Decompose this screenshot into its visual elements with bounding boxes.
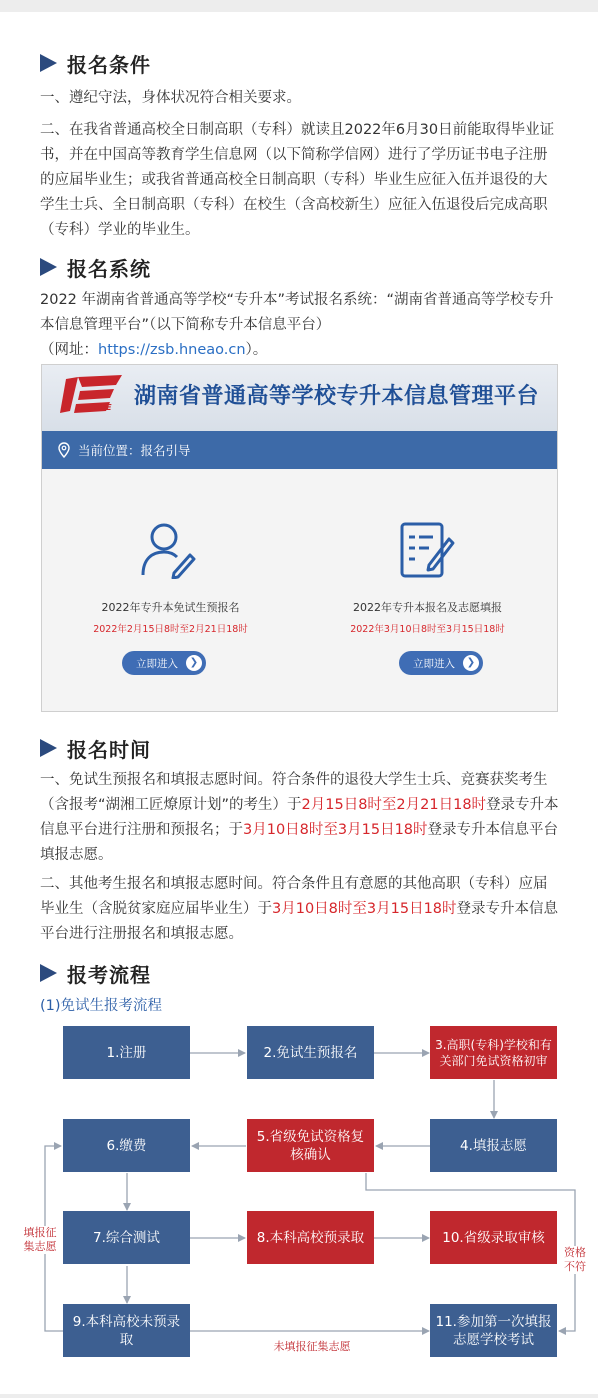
user-edit-icon <box>140 519 196 579</box>
card-exempt-prereg <box>42 469 299 711</box>
hee-logo-icon <box>56 371 128 423</box>
triangle-bullet-icon <box>40 54 57 72</box>
flow-step-fill-choices: 4.填报志愿 <box>430 1119 557 1172</box>
triangle-bullet-icon <box>40 258 57 276</box>
flow-step-initial-review: 3.高职(专科)学校和有关部门免试资格初审 <box>430 1026 557 1079</box>
form-edit-icon <box>399 519 455 579</box>
card-apply-and-choice <box>299 469 556 711</box>
flow-label-fill-collect: 填报征集志愿 <box>23 1226 57 1253</box>
url-prefix: （网址： <box>40 342 98 358</box>
section-heading-conditions <box>40 49 151 77</box>
breadcrumb <box>42 431 557 469</box>
system-text: 2022 年湖南省普通高等学校“专升本”考试报名系统：“湖南省普通高等学校专升本信息管理平台”（以下简称专升本信息平台） <box>40 292 554 333</box>
platform-banner <box>42 365 557 431</box>
location-pin-icon <box>58 442 70 458</box>
time-highlight: 3月10日8时至3月15日18时 <box>243 822 428 838</box>
time-text: 登录专升本信息平台进行注册和预报名；于 <box>40 797 559 838</box>
time-text: 二、其他考生报名和填报志愿时间。符合条件且有意愿的其他高职（专科）应届毕业生（含脱贫家庭应届毕业生）于 <box>40 876 548 917</box>
flow-label-not-qualified: 资格不符 <box>561 1246 589 1274</box>
section-title: 报名系统 <box>67 256 151 281</box>
flow-step-admission-review: 10.省级录取审核 <box>430 1211 557 1264</box>
triangle-bullet-icon <box>40 964 57 982</box>
enter-button-label: 立即进入 <box>413 657 455 670</box>
breadcrumb-text: 当前位置：报名引导 <box>78 443 191 458</box>
url-suffix: ）。 <box>245 342 268 358</box>
card-time: 2022年3月10日8时至3月15日18时 <box>350 624 505 635</box>
enter-button-label: 立即进入 <box>136 657 178 670</box>
system-url-link[interactable]: https://zsb.hneao.cn <box>98 342 246 358</box>
enter-button[interactable] <box>122 651 206 675</box>
flow-step-provincial-recheck: 5.省级免试资格复核确认 <box>247 1119 374 1172</box>
section-title: 报名时间 <box>67 737 151 762</box>
section-title: 报名条件 <box>67 52 151 77</box>
time-highlight: 3月10日8时至3月15日18时 <box>272 901 457 917</box>
bottom-divider <box>0 1394 598 1398</box>
platform-screenshot <box>41 364 558 712</box>
flow-step-pre-admission: 8.本科高校预录取 <box>247 1211 374 1264</box>
process-subtitle: (1)免试生报考流程 <box>40 998 163 1014</box>
section-heading-process <box>40 959 151 987</box>
section-heading-system <box>40 253 151 281</box>
conditions-para-1: 一、遵纪守法，身体状况符合相关要求。 <box>40 90 301 106</box>
flow-step-exempt-prereg: 2.免试生预报名 <box>247 1026 374 1079</box>
platform-title: 湖南省普通高等学校专升本信息管理平台 <box>134 384 540 409</box>
card-title: 2022年专升本免试生预报名 <box>101 601 240 614</box>
enter-button[interactable] <box>399 651 483 675</box>
arrow-right-icon: ❯ <box>463 655 479 671</box>
top-divider <box>0 0 598 12</box>
section-title: 报考流程 <box>67 962 151 987</box>
flow-step-not-pre-admitted: 9.本科高校未预录取 <box>63 1304 190 1357</box>
logo-text: HEE <box>94 403 112 412</box>
flow-step-register: 1.注册 <box>63 1026 190 1079</box>
arrow-right-icon: ❯ <box>186 655 202 671</box>
section-heading-time <box>40 734 151 762</box>
conditions-para-2: 二、在我省普通高校全日制高职（专科）就读且2022年6月30日前能取得毕业证书，并在中国高等教育学生信息网（以下简称学信网）进行了学历证书电子注册的应届毕业生；或我省普通高校全日制高职（专科）毕业生应征入伍并退役的大学生士兵、全日制高职（专科）在校生（含高校新生）应征入伍退役后完成高职（专科）学业的毕业生。 <box>40 122 555 238</box>
time-text: 登录专升本信息平台进行注册报名和填报志愿。 <box>40 901 559 942</box>
time-text: 登录专升本信息平台填报志愿。 <box>40 822 559 863</box>
card-time: 2022年2月15日8时至2月21日18时 <box>93 624 248 635</box>
time-text: 一、免试生预报名和填报志愿时间。符合条件的退役大学生士兵、竞赛获奖考生（含报考“湖湘工匠燎原计划”的考生）于 <box>40 772 548 813</box>
flow-label-not-fill-collect: 未填报征集志愿 <box>273 1340 351 1353</box>
flow-step-payment: 6.缴费 <box>63 1119 190 1172</box>
time-highlight: 2月15日8时至2月21日18时 <box>301 797 487 813</box>
triangle-bullet-icon <box>40 739 57 757</box>
time-para-2 <box>40 872 560 947</box>
card-title: 2022年专升本报名及志愿填报 <box>353 601 502 614</box>
flow-step-first-choice-exam: 11.参加第一次填报志愿学校考试 <box>430 1304 557 1357</box>
time-para-1 <box>40 768 560 868</box>
flow-step-comprehensive-test: 7.综合测试 <box>63 1211 190 1264</box>
system-para <box>40 288 560 363</box>
